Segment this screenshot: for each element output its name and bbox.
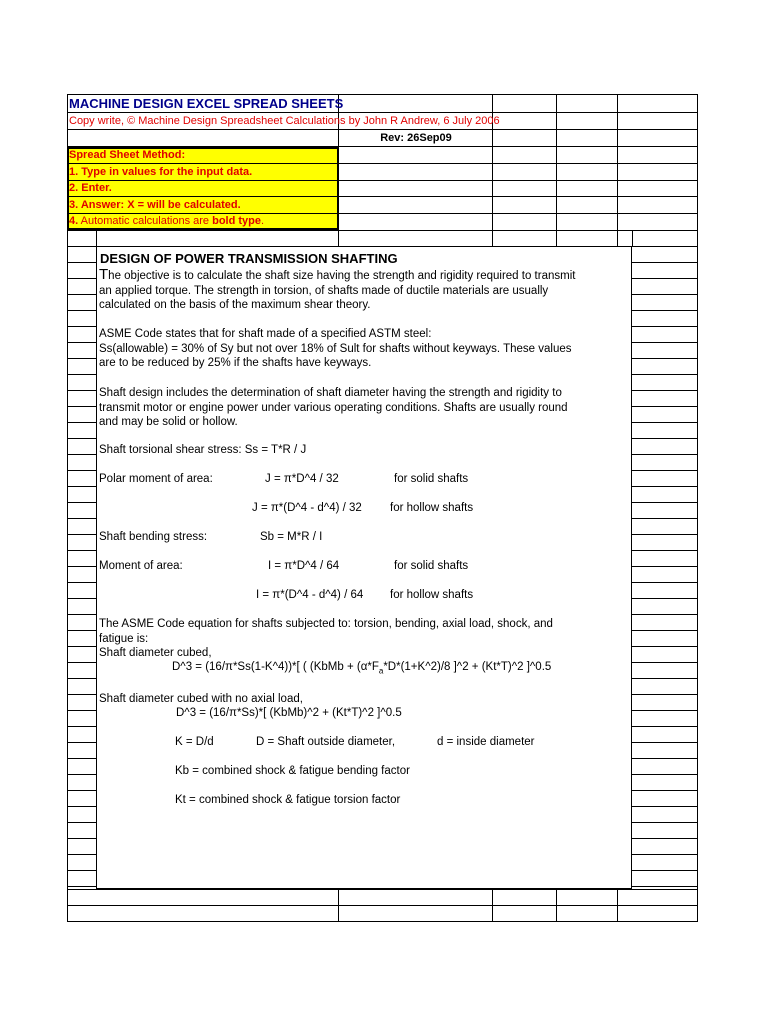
- row-line: [67, 326, 96, 327]
- row-line: [632, 342, 698, 343]
- method-step-3: 3. Answer: X = will be calculated.: [69, 199, 241, 211]
- row-line: [632, 358, 698, 359]
- row-line: [632, 758, 698, 759]
- sheet-title: MACHINE DESIGN EXCEL SPREAD SHEETS: [69, 96, 344, 111]
- row-line: [632, 854, 698, 855]
- panel-title: DESIGN OF POWER TRANSMISSION SHAFTING: [100, 251, 398, 266]
- polar-hollow-note: for hollow shafts: [390, 502, 474, 514]
- row-line: [632, 870, 698, 871]
- polar-hollow-equation: J = π*(D^4 - d^4) / 32: [252, 502, 362, 514]
- row-line: [632, 422, 698, 423]
- row-line: [67, 886, 96, 887]
- row-line: [67, 534, 96, 535]
- kt-definition: Kt = combined shock & fatigue torsion factor: [175, 794, 401, 806]
- row-line: [67, 889, 698, 890]
- row-line: [67, 262, 96, 263]
- kb-definition: Kb = combined shock & fatigue bending factor: [175, 765, 410, 777]
- bending-stress-label: Shaft bending stress:: [99, 531, 208, 543]
- row-line: [632, 630, 698, 631]
- moment-solid-note: for solid shafts: [394, 560, 469, 572]
- polar-moment-label: Polar moment of area:: [99, 473, 213, 485]
- diameter-cubed-simple-equation: D^3 = (16/π*Ss)*[ (KbMb)^2 + (Kt*T)^2 ]^0.5: [176, 707, 402, 719]
- row-line: [632, 710, 698, 711]
- intro-paragraph: The objective is to calculate the shaft size having the strength and rigidity required to transmit an applied torque. The strength in torsion, of shafts made of ductile materials are usually calculated on the basis of the maximum shear theory.: [99, 266, 576, 311]
- row-line: [632, 390, 698, 391]
- row-line: [67, 470, 96, 471]
- row-line: [67, 838, 96, 839]
- row-line: [632, 646, 698, 647]
- method-step-1: 1. Type in values for the input data.: [69, 166, 253, 178]
- row-line: [632, 502, 698, 503]
- row-line: [632, 774, 698, 775]
- row-line: [67, 790, 96, 791]
- row-line: [67, 678, 96, 679]
- row-line: [67, 742, 96, 743]
- row-line: [632, 614, 698, 615]
- moment-of-area-label: Moment of area:: [99, 560, 183, 572]
- equation-part-b: *D*(1+K^2)/8 ]^2 + (Kt*T)^2 ]^0.5: [383, 661, 552, 673]
- row-line: [632, 790, 698, 791]
- moment-hollow-note: for hollow shafts: [390, 589, 474, 601]
- row-line: [632, 326, 698, 327]
- row-line: [632, 566, 698, 567]
- row-line: [632, 694, 698, 695]
- design-paragraph: Shaft design includes the determination of shaft diameter having the strength and rigidity to transmit motor or engine power under various operating conditions. Shafts are usually round and may be solid or hollow.: [99, 387, 568, 428]
- row-line: [632, 662, 698, 663]
- polar-solid-equation: J = π*D^4 / 32: [265, 473, 339, 485]
- moment-hollow-equation: I = π*(D^4 - d^4) / 64: [256, 589, 364, 601]
- row-line: [67, 550, 96, 551]
- equation-subscript: a: [378, 666, 384, 676]
- row-line: [67, 566, 96, 567]
- inside-diameter-definition: d = inside diameter: [437, 736, 535, 748]
- method-heading: Spread Sheet Method:: [69, 149, 186, 161]
- step-4-bold: bold type: [212, 215, 261, 227]
- row-line: [67, 614, 96, 615]
- row-line: [67, 905, 698, 906]
- row-line: [632, 886, 698, 887]
- row-line: [632, 678, 698, 679]
- row-line: [67, 710, 96, 711]
- column-line: [338, 889, 339, 922]
- copyright-line: Copy write, © Machine Design Spreadsheet Calculations by John R Andrew, 6 July 2006: [69, 115, 500, 127]
- row-line: [632, 294, 698, 295]
- row-line: [632, 838, 698, 839]
- row-line: [632, 518, 698, 519]
- row-line: [632, 310, 698, 311]
- no-axial-load-label: Shaft diameter cubed with no axial load,: [99, 693, 303, 705]
- polar-solid-note: for solid shafts: [394, 473, 469, 485]
- row-line: [632, 470, 698, 471]
- row-line: [67, 438, 96, 439]
- row-line: [67, 598, 96, 599]
- row-line: [67, 774, 96, 775]
- row-line: [632, 726, 698, 727]
- row-line: [632, 278, 698, 279]
- row-line: [67, 758, 96, 759]
- equation-part-a: D^3 = (16/π*Ss(1-K^4))*[ ( (KbMb + (α*F: [172, 661, 379, 673]
- row-line: [67, 870, 96, 871]
- asme-paragraph: ASME Code states that for shaft made of a specified ASTM steel: Ss(allowable) = 30% of Sy but not over 18% of Sult for shafts without keyways. These values are to be reduced by 25% if the shafts have keyways.: [99, 328, 572, 369]
- row-line: [67, 502, 96, 503]
- row-line: [67, 662, 96, 663]
- row-line: [67, 230, 698, 231]
- row-line: [632, 550, 698, 551]
- step-4-text: Automatic calculations are: [78, 215, 213, 227]
- step-4-end: .: [260, 215, 265, 227]
- column-line: [632, 230, 633, 246]
- row-line: [632, 486, 698, 487]
- row-line: [67, 630, 96, 631]
- row-line: [67, 822, 96, 823]
- row-line: [632, 438, 698, 439]
- outside-diameter-definition: D = Shaft outside diameter,: [256, 736, 396, 748]
- k-definition: K = D/d: [175, 736, 214, 748]
- row-line: [67, 374, 96, 375]
- asme-equation-intro: The ASME Code equation for shafts subjected to: torsion, bending, axial load, shock, and fatigue is: Shaft diameter cubed,: [99, 618, 553, 659]
- method-step-2: 2. Enter.: [69, 182, 112, 194]
- row-line: [67, 406, 96, 407]
- moment-solid-equation: I = π*D^4 / 64: [268, 560, 340, 572]
- row-line: [67, 454, 96, 455]
- row-line: [632, 822, 698, 823]
- row-line: [67, 358, 96, 359]
- row-line: [67, 854, 96, 855]
- row-line: [632, 742, 698, 743]
- row-line: [632, 374, 698, 375]
- column-line: [617, 889, 618, 922]
- column-line: [492, 889, 493, 922]
- row-line: [632, 598, 698, 599]
- row-line: [67, 342, 96, 343]
- row-line: [67, 806, 96, 807]
- row-line: [67, 278, 96, 279]
- row-line: [632, 534, 698, 535]
- bending-stress-equation: Sb = M*R / I: [260, 531, 323, 543]
- row-line: [67, 726, 96, 727]
- torsional-stress-line: Shaft torsional shear stress: Ss = T*R / J: [99, 444, 307, 456]
- row-line: [67, 694, 96, 695]
- column-line: [96, 230, 97, 246]
- row-line: [632, 262, 698, 263]
- row-line: [67, 294, 96, 295]
- row-line: [67, 518, 96, 519]
- row-line: [67, 390, 96, 391]
- row-line: [632, 406, 698, 407]
- diameter-cubed-full-equation: [172, 660, 551, 679]
- row-line: [632, 454, 698, 455]
- row-line: [632, 582, 698, 583]
- row-line: [67, 646, 96, 647]
- revision-label: Rev: 26Sep09: [380, 132, 452, 144]
- row-line: [67, 422, 96, 423]
- column-line: [556, 889, 557, 922]
- row-line: [632, 806, 698, 807]
- row-line: [67, 486, 96, 487]
- step-4-number: 4.: [69, 215, 79, 227]
- row-line: [67, 582, 96, 583]
- row-line: [67, 310, 96, 311]
- method-step-4: [69, 213, 337, 229]
